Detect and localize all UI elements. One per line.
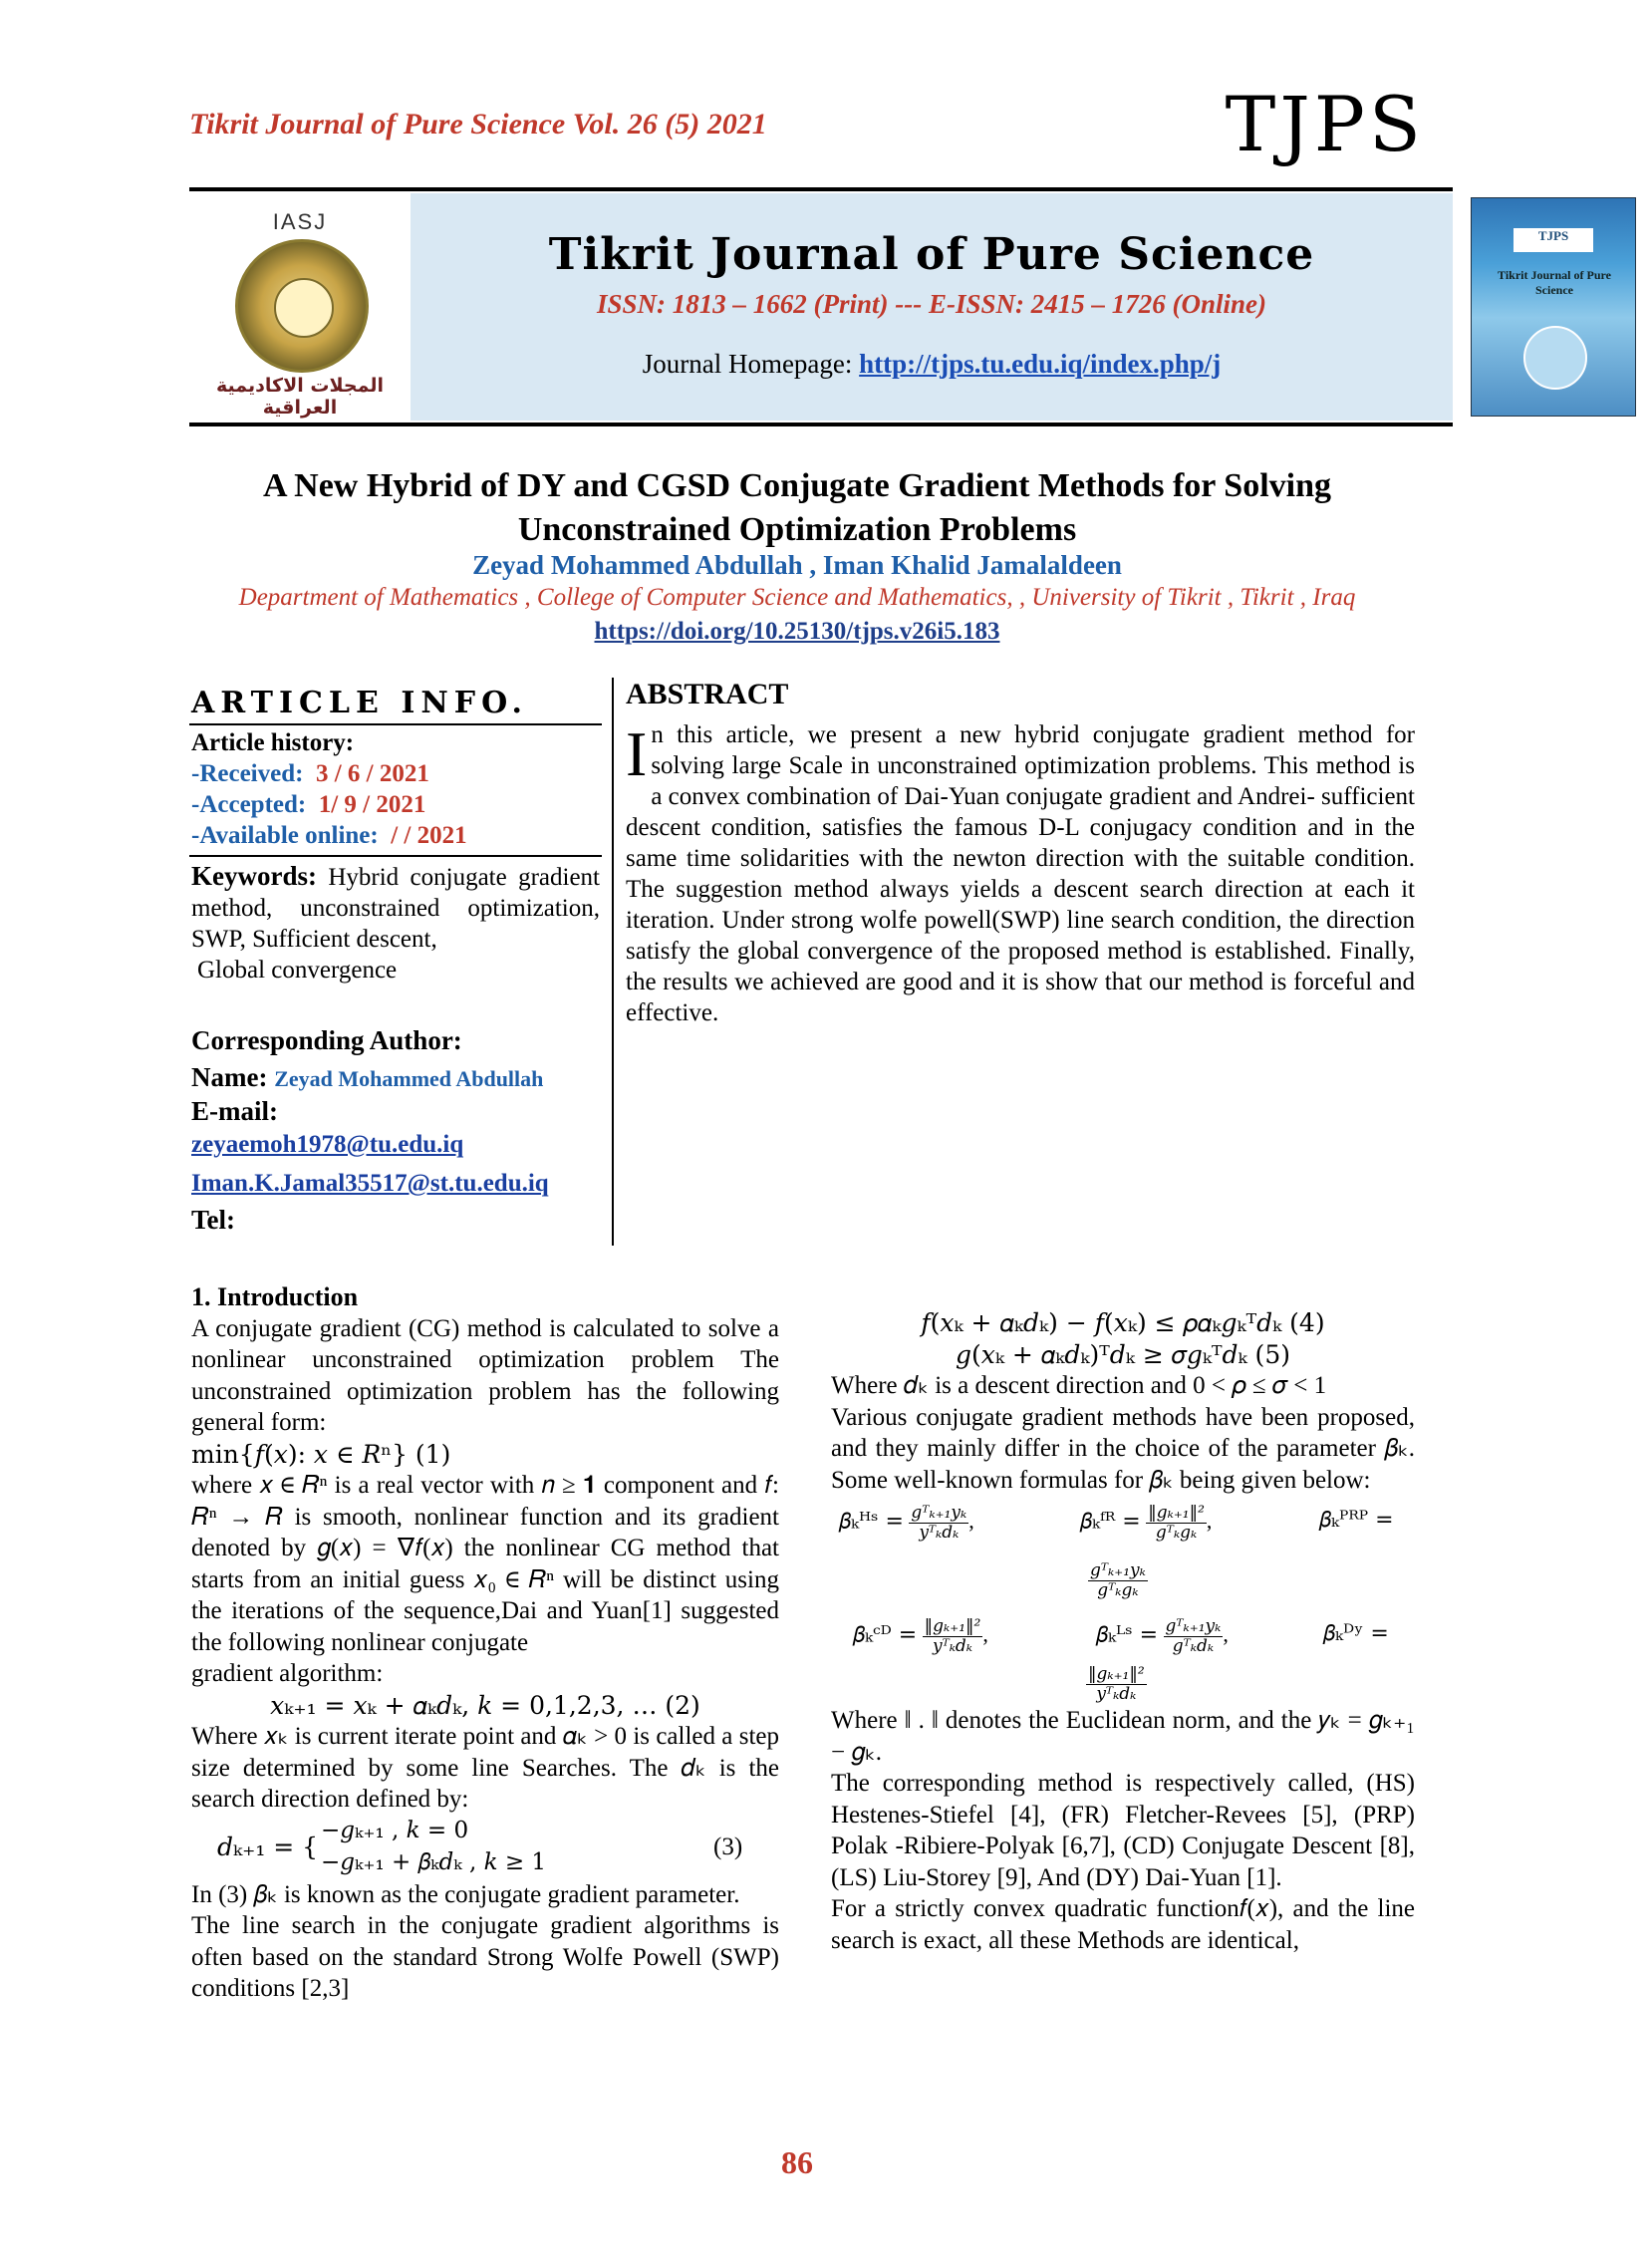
- journal-issn: ISSN: 1813 – 1662 (Print) --- E-ISSN: 2415 – 1726 (Online): [596, 289, 1267, 319]
- seal-center: [274, 278, 334, 338]
- journal-banner: [189, 193, 1611, 421]
- name-label: Name:: [191, 1062, 268, 1092]
- article-title-line1: A New Hybrid of DY and CGSD Conjugate Gradient Methods for Solving: [262, 467, 1331, 504]
- email-label: E-mail:: [191, 1096, 278, 1126]
- corresponding-block: [191, 1024, 600, 1237]
- beta-dy-fraction: $\frac{\text{‖gₖ₊₁‖²}}{\text{yᵀₖdₖ}}$: [1088, 1664, 1145, 1704]
- received-value: 3 / 6 / 2021: [315, 760, 429, 787]
- right-paragraph-1: Where 𝑑ₖ is a descent direction and 0 < 𝜌 ≤ 𝜎 < 1: [831, 1372, 1327, 1399]
- beta-hs: 𝛽ₖᴴˢ = $\frac{\text{gᵀₖ₊₁yₖ}}{\text{yᵀₖdₖ}}$ ,: [839, 1503, 974, 1543]
- article-history: [191, 727, 600, 851]
- journal-abbrev: TJPS: [1225, 80, 1425, 168]
- page-number: 86: [781, 2144, 813, 2180]
- keywords-label: Keywords:: [191, 861, 317, 891]
- beta-fr: 𝛽ₖᶠᴿ = $\frac{\text{‖gₖ₊₁‖²}}{\text{gᵀₖgₖ}}$ ,: [1080, 1503, 1213, 1543]
- equation-2: 𝑥ₖ₊₁ = 𝑥ₖ + 𝛼ₖ𝑑ₖ, 𝑘 = 0,1,2,3, … (2): [270, 1690, 700, 1720]
- right-column: [831, 1307, 1415, 1956]
- beta-prp-fraction: $\frac{\text{gᵀₖ₊₁yₖ}}{\text{gᵀₖgₖ}}$: [1090, 1560, 1146, 1600]
- cover-title: Tikrit Journal of Pure Science: [1498, 268, 1611, 297]
- equation-3-case2: −𝑔ₖ₊₁ + 𝛽ₖ𝑑ₖ , 𝑘 ≥ 1: [321, 1848, 547, 1875]
- article-title: [179, 464, 1415, 552]
- abstract-text: n this article, we present a new hybrid conjugate gradient method for solving large Scale in unconstrained optimization problems. This method is a convex combination of Dai-Yuan conjugate gradient and Andrei- sufficient descent condition, satisfies the famous D-L conjugacy condition and in the same time solidarities with the newton direction with the suitable condition. The suggestion method always yields a descent search direction at each it iteration. Under strong wolfe powell(SWP) line search condition, the direction satisfy the global convergence of the proposed method is established. Finally, the results we achieved are good and it is show that our method is forceful and effective.: [626, 721, 1415, 1026]
- equation-3: [191, 1816, 779, 1879]
- intro-paragraph-1: A conjugate gradient (CG) method is calculated to solve a nonlinear unconstrained optimization problem The unconstrained optimization problem has the following general form:: [191, 1314, 779, 1436]
- column-divider: [612, 678, 614, 1246]
- article-authors: Zeyad Mohammed Abdullah , Iman Khalid Jamalaldeen: [472, 550, 1122, 580]
- intro-paragraph-4: In (3) 𝛽ₖ is known as the conjugate gradient parameter.: [191, 1880, 740, 1908]
- online-label: -Available online:: [191, 822, 379, 849]
- beta-prp: 𝛽ₖᴾᴿᴾ =: [1319, 1508, 1394, 1533]
- name-value: Zeyad Mohammed Abdullah: [274, 1066, 544, 1091]
- received-label: -Received:: [191, 760, 304, 787]
- article-affiliation: Department of Mathematics , College of Computer Science and Mathematics, , University of Tikrit , Tikrit , Iraq: [238, 584, 1356, 611]
- article-info-rule-top: [189, 723, 602, 725]
- tel-label: Tel:: [191, 1205, 236, 1235]
- equation-4: 𝑓(𝑥ₖ + 𝛼ₖ𝑑ₖ) − 𝑓(𝑥ₖ) ≤ 𝜌𝛼ₖ𝑔ₖᵀ𝑑ₖ (4): [921, 1308, 1325, 1337]
- email-link-2[interactable]: Iman.K.Jamal35517@st.tu.edu.iq: [191, 1170, 549, 1197]
- accepted-value: 1/ 9 / 2021: [318, 791, 426, 818]
- email-link-1[interactable]: zeyaemoh1978@tu.edu.iq: [191, 1131, 464, 1158]
- right-paragraph-4: The corresponding method is respectively called, (HS) Hestenes-Stiefel [4], (FR) Fletcher-Revees [5], (PRP) Polak -Ribiere-Polyak [6,7], (CD) Conjugate Descent [8], (LS) Liu-Storey [9], And (DY) Dai-Yuan [1].: [831, 1770, 1415, 1891]
- homepage-link[interactable]: http://tjps.tu.edu.iq/index.php/j: [859, 349, 1222, 379]
- right-paragraph-2: Various conjugate gradient methods have been proposed, and they mainly differ in the choice of the parameter 𝛽ₖ. Some well-known formulas for 𝛽ₖ being given below:: [831, 1403, 1415, 1494]
- article-info-rule-mid: [189, 855, 602, 857]
- cover-tag: TJPS: [1514, 228, 1593, 252]
- article-info-heading: ARTICLE INFO.: [191, 686, 528, 720]
- equation-5: 𝑔(𝑥ₖ + 𝛼ₖ𝑑ₖ)ᵀ𝑑ₖ ≥ 𝜎𝑔ₖᵀ𝑑ₖ (5): [956, 1339, 1290, 1369]
- doi-link[interactable]: https://doi.org/10.25130/tjps.v26i5.183: [594, 618, 1000, 645]
- equation-1: min{𝑓(𝑥): 𝑥 ∈ 𝑅ⁿ} (1): [191, 1439, 451, 1469]
- introduction-section: [191, 1281, 779, 2005]
- university-seal-icon: [235, 239, 369, 373]
- journal-homepage: [411, 349, 1453, 380]
- accepted-label: -Accepted:: [191, 791, 307, 818]
- keywords-value-2: Global convergence: [197, 957, 398, 984]
- intro-paragraph-3: Where 𝑥ₖ is current iterate point and 𝛼ₖ > 0 is called a step size determined by some line Searches. The 𝑑ₖ is the search direction defined by:: [191, 1723, 779, 1813]
- iasj-logo-text: IASJ: [272, 209, 328, 234]
- journal-title: Tikrit Journal of Pure Science: [548, 229, 1315, 280]
- intro-paragraph-2b: gradient algorithm:: [191, 1660, 384, 1687]
- abstract-dropcap: I: [626, 718, 648, 789]
- online-value: / / 2021: [391, 822, 467, 849]
- right-paragraph-5: For a strictly convex quadratic function𝑓(𝑥), and the line search is exact, all these Methods are identical,: [831, 1895, 1415, 1954]
- intro-paragraph-2: where 𝑥 ∈ 𝑅ⁿ is a real vector with 𝑛 ≥ 𝟏 component and 𝑓: 𝑅ⁿ → 𝑅 is smooth, nonlinear function and its gradient denoted by 𝑔(𝑥) = ∇𝑓(𝑥) the nonlinear CG method that starts from an initial guess 𝑥₀ ∈ 𝑅ⁿ will be distinct using the iterations of the sequence,Dai and Yuan[1] suggested the following nonlinear conjugate: [191, 1472, 779, 1656]
- intro-paragraph-5: The line search in the conjugate gradient algorithms is often based on the standard Strong Wolfe Powell (SWP) conditions [2,3]: [191, 1912, 779, 2002]
- banner-rule: [189, 423, 1453, 426]
- beta-ls: 𝛽ₖᴸˢ = $\frac{\text{gᵀₖ₊₁yₖ}}{\text{gᵀₖdₖ}}$ ,: [1096, 1616, 1229, 1656]
- abstract-heading: ABSTRACT: [626, 678, 789, 710]
- equation-3-number: (3): [713, 1832, 743, 1860]
- beta-dy: 𝛽ₖᴰʸ =: [1323, 1621, 1389, 1646]
- article-title-line2: Unconstrained Optimization Problems: [517, 511, 1077, 548]
- cover-image: [1471, 197, 1636, 417]
- cover-emblem-icon: [1523, 326, 1587, 390]
- beta-cd: 𝛽ₖᶜᴰ = $\frac{\text{‖gₖ₊₁‖²}}{\text{yᵀₖdₖ}}$ ,: [853, 1616, 988, 1656]
- corresponding-label: Corresponding Author:: [191, 1025, 462, 1055]
- journal-cover: [1453, 193, 1652, 421]
- article-doi: [179, 618, 1415, 646]
- header-rule: [189, 187, 1453, 191]
- running-title: Tikrit Journal of Pure Science Vol. 26 (5) 2021: [189, 108, 767, 141]
- right-paragraph-3: Where ‖ . ‖ denotes the Euclidean norm, and the 𝑦ₖ = 𝑔ₖ₊₁ − 𝑔ₖ.: [831, 1707, 1415, 1766]
- equation-3-case1: −𝑔ₖ₊₁ , 𝑘 = 0: [321, 1817, 469, 1843]
- homepage-label: Journal Homepage:: [642, 349, 853, 379]
- intro-heading: 1. Introduction: [191, 1282, 359, 1311]
- keywords-block: [191, 861, 600, 986]
- equation-3-lhs: 𝑑ₖ₊₁ = {: [217, 1832, 319, 1861]
- abstract-body: [626, 719, 1415, 1028]
- iasj-logo-arabic: المجلات الاكاديمية العراقية: [216, 375, 384, 419]
- history-label: Article history:: [191, 729, 355, 756]
- iasj-logo: [189, 193, 411, 421]
- beta-formulas: [831, 1496, 1415, 1705]
- keywords-value: Hybrid conjugate gradient method, unconstrained optimization, SWP, Sufficient descent,: [191, 864, 601, 953]
